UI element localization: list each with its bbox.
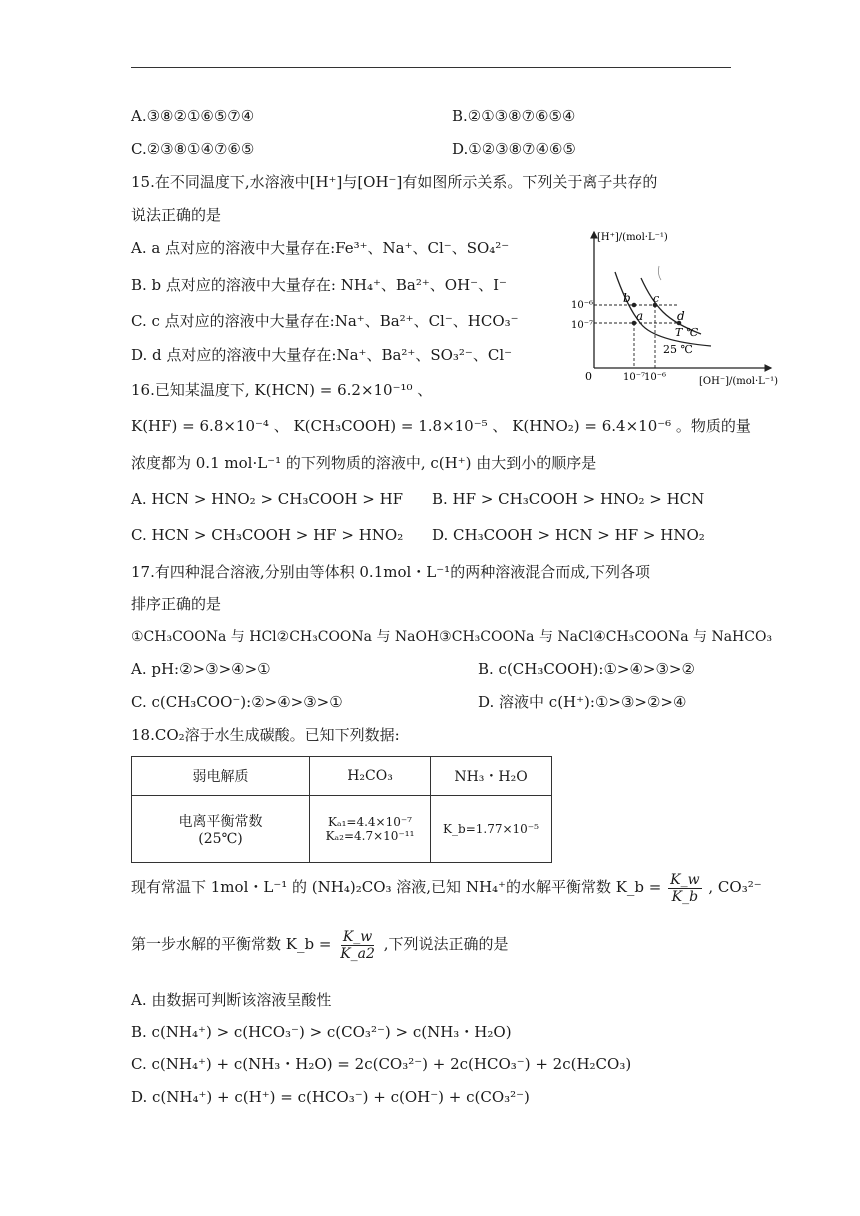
q18-constants-table (131, 756, 552, 863)
q18-option-c: C. c(NH₄⁺) + c(NH₃・H₂O) = 2c(CO₃²⁻) + 2c(HCO₃⁻) + 2c(H₂CO₃) (131, 1055, 632, 1073)
q18-stem: 18.CO₂溶于水生成碳酸。已知下列数据: (131, 726, 400, 744)
prev-option-b: B.②①③⑧⑦⑥⑤④ (452, 107, 576, 125)
q15-option-b: B. b 点对应的溶液中大量存在: NH₄⁺、Ba²⁺、OH⁻、I⁻ (131, 276, 507, 294)
y-tick-1e-7: 10⁻⁷ (571, 320, 594, 331)
point-a-label: a (636, 309, 644, 323)
prev-option-d: D.①②③⑧⑦④⑥⑤ (452, 140, 576, 158)
table-row-label-main: 电离平衡常数 (178, 814, 263, 830)
q15-option-d: D. d 点对应的溶液中大量存在:Na⁺、Ba²⁺、SO₃²⁻、Cl⁻ (131, 346, 513, 364)
q17-stem-line2: 排序正确的是 (131, 595, 222, 613)
q17-stem-line1: 17.有四种混合溶液,分别由等体积 0.1mol・L⁻¹的两种溶液混合而成,下列各项 (131, 563, 650, 581)
q17-option-a: A. pH:②>③>④>① (131, 660, 271, 678)
q16-option-c: C. HCN > CH₃COOH > HF > HNO₂ (131, 526, 404, 544)
curve-25c-label: 25 ℃ (663, 343, 693, 356)
q18-fraction-kb (668, 872, 701, 905)
prev-option-a: A.③⑧②①⑥⑤⑦④ (131, 107, 255, 125)
q15-stem-line2: 说法正确的是 (131, 206, 222, 224)
q16-option-d: D. CH₃COOH > HCN > HF > HNO₂ (432, 526, 705, 544)
fraction-ka2-denominator: K_a2 (340, 945, 375, 962)
q18-option-b: B. c(NH₄⁺) > c(HCO₃⁻) > c(CO₃²⁻) > c(NH₃・H₂O) (131, 1023, 512, 1041)
fraction-kb-denominator: K_b (671, 888, 699, 905)
q15-h-oh-graph (571, 222, 781, 390)
header-rule (131, 67, 731, 68)
table-header-h2co3: H₂CO₃ (310, 757, 431, 796)
q18-text2-end: ,下列说法正确的是 (383, 935, 509, 953)
origin-label: 0 (585, 370, 592, 383)
q17-option-d: D. 溶液中 c(H⁺):①>③>②>④ (478, 693, 687, 711)
table-header-electrolyte: 弱电解质 (132, 757, 310, 796)
table-kb: K_b=1.77×10⁻⁵ (431, 796, 552, 863)
x-axis-label: [OH⁻]/(mol·L⁻¹) (699, 376, 778, 387)
fraction-kb-numerator: K_w (670, 871, 700, 888)
q15-option-a: A. a 点对应的溶液中大量存在:Fe³⁺、Na⁺、Cl⁻、SO₄²⁻ (131, 239, 510, 257)
curve-t-label: T ℃ (675, 326, 699, 339)
y-axis-label: [H⁺]/(mol·L⁻¹) (597, 232, 668, 243)
q15-option-c: C. c 点对应的溶液中大量存在:Na⁺、Ba²⁺、Cl⁻、HCO₃⁻ (131, 312, 519, 330)
point-c-label: c (653, 292, 660, 305)
q18-text1-start: 现有常温下 1mol・L⁻¹ 的 (NH₄)₂CO₃ 溶液,已知 NH₄⁺的水解平衡常数 K_b = (131, 878, 662, 896)
q16-option-a: A. HCN > HNO₂ > CH₃COOH > HF (131, 490, 404, 508)
q18-text2-start: 第一步水解的平衡常数 K_b = (131, 935, 332, 953)
q17-mixtures: ①CH₃COONa 与 HCl②CH₃COONa 与 NaOH③CH₃COONa 与 NaCl④CH₃COONa 与 NaHCO₃ (131, 629, 773, 645)
fraction-ka2-numerator: K_w (342, 928, 373, 945)
table-row-label-temp: (25℃) (198, 831, 243, 847)
q17-option-b: B. c(CH₃COOH):①>④>③>② (478, 660, 695, 678)
table-ka1: Kₐ₁=4.4×10⁻⁷ (327, 815, 412, 829)
point-b (632, 303, 637, 308)
q18-option-d: D. c(NH₄⁺) + c(H⁺) = c(HCO₃⁻) + c(OH⁻) + c(CO₃²⁻) (131, 1088, 530, 1106)
q17-option-c: C. c(CH₃COO⁻):②>④>③>① (131, 693, 343, 711)
y-tick-1e-6: 10⁻⁶ (571, 300, 594, 311)
curve-t-tail (658, 266, 661, 280)
table-header-nh3h2o: NH₃・H₂O (431, 757, 552, 796)
q16-line1: 16.已知某温度下, K(HCN) = 6.2×10⁻¹⁰ 、 (131, 381, 433, 399)
q16-line3: 浓度都为 0.1 mol·L⁻¹ 的下列物质的溶液中, c(H⁺) 由大到小的顺序是 (131, 454, 597, 472)
q18-option-a: A. 由数据可判断该溶液呈酸性 (131, 991, 332, 1009)
point-d-label: d (677, 309, 685, 323)
point-b-label: b (623, 291, 631, 305)
table-ka2: Kₐ₂=4.7×10⁻¹¹ (325, 829, 415, 843)
q18-text-line1 (131, 868, 762, 906)
prev-option-c: C.②③⑧①④⑦⑥⑤ (131, 140, 255, 158)
x-tick-1e-6: 10⁻⁶ (644, 372, 667, 383)
q18-text1-end: , CO₃²⁻ (708, 878, 762, 896)
table-h2co3-values (310, 796, 431, 863)
q18-fraction-ka2 (338, 929, 377, 962)
q16-line2: K(HF) = 6.8×10⁻⁴ 、 K(CH₃COOH) = 1.8×10⁻⁵ 、 K(HNO₂) = 6.4×10⁻⁶ 。物质的量 (131, 417, 751, 435)
q15-stem-line1: 15.在不同温度下,水溶液中[H⁺]与[OH⁻]有如图所示关系。下列关于离子共存的 (131, 173, 658, 191)
table-row-label (132, 796, 310, 863)
x-tick-1e-7: 10⁻⁷ (623, 372, 646, 383)
q18-text-line2 (131, 925, 508, 963)
q16-option-b: B. HF > CH₃COOH > HNO₂ > HCN (432, 490, 705, 508)
